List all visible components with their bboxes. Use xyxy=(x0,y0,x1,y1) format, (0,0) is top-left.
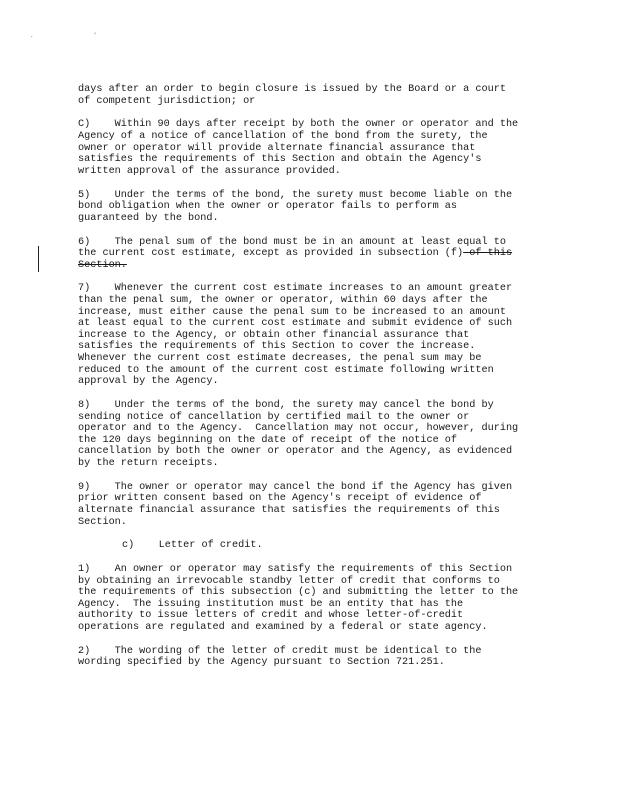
text-line: 2) The wording of the letter of credit must be identical to the xyxy=(78,645,482,657)
text-line: written approval of the assurance provided. xyxy=(78,165,341,177)
text-line: the current cost estimate, except as provided in subsection (f) of this xyxy=(78,248,513,260)
paragraph xyxy=(78,540,548,552)
text-line: cancellation by both the owner or operator and the Agency, as evidenced xyxy=(78,446,513,458)
paragraph xyxy=(78,237,548,272)
text-line: Agency. The issuing institution must be an entity that has the xyxy=(78,598,464,610)
struck-text: of this xyxy=(463,248,513,260)
paragraph xyxy=(78,84,548,107)
text-line: Whenever the current cost estimate decreases, the penal sum may be xyxy=(78,353,482,365)
text-line: satisfies the requirements of this Section to cover the increase. xyxy=(78,341,476,353)
text-line: increase, must either cause the penal sum to be increased to an amount xyxy=(78,306,506,318)
text-line: operations are regulated and examined by a federal or state agency. xyxy=(78,622,488,634)
text-line: authority to issue letters of credit and whose letter-of-credit xyxy=(78,610,464,622)
text-line: satisfies the requirements of this Section and obtain the Agency's xyxy=(78,154,482,166)
text-line: the requirements of this subsection (c) and submitting the letter to the xyxy=(78,587,519,599)
revision-margin-bar xyxy=(38,246,39,272)
text-line: the 120 days beginning on the date of receipt of the notice of xyxy=(78,434,458,446)
text-line: of competent jurisdiction; or xyxy=(78,95,256,107)
text-line: by the return receipts. xyxy=(78,457,219,469)
text-line: alternate financial assurance that satisfies the requirements of this xyxy=(78,504,500,516)
paragraph xyxy=(78,564,548,634)
text-line: prior written consent based on the Agency's receipt of evidence of xyxy=(78,493,482,505)
text-line: Section. xyxy=(78,516,127,528)
text-line: wording specified by the Agency pursuant to Section 721.251. xyxy=(78,657,445,669)
paragraph xyxy=(78,190,548,225)
text-line: c) Letter of credit. xyxy=(122,540,263,552)
text-line: 5) Under the terms of the bond, the surety must become liable on the xyxy=(78,189,513,201)
text-line: at least equal to the current cost estimate and submit evidence of such xyxy=(78,318,513,330)
text-line: owner or operator will provide alternate financial assurance that xyxy=(78,142,476,154)
paragraph xyxy=(78,283,548,387)
text-line: sending notice of cancellation by certified mail to the owner or xyxy=(78,411,470,423)
text-line: C) Within 90 days after receipt by both the owner or operator and the xyxy=(78,119,519,131)
text-line: than the penal sum, the owner or operator, within 60 days after the xyxy=(78,295,488,307)
document-body xyxy=(78,84,548,681)
text-line: days after an order to begin closure is issued by the Board or a court xyxy=(78,84,506,95)
text-line: 8) Under the terms of the bond, the surety may cancel the bond by xyxy=(78,400,494,411)
text-line: operator and to the Agency. Cancellation may not occur, however, during xyxy=(78,423,519,435)
text-line: Agency of a notice of cancellation of the bond from the surety, the xyxy=(78,130,488,142)
struck-text-line: Section. xyxy=(78,259,127,271)
text-line: approval by the Agency. xyxy=(78,376,219,388)
paragraph xyxy=(78,400,548,470)
text-line: increase to the Agency, or obtain other financial assurance that xyxy=(78,329,470,341)
text-line: 1) An owner or operator may satisfy the requirements of this Section xyxy=(78,564,513,576)
paragraph xyxy=(78,646,548,669)
text-line: by obtaining an irrevocable standby letter of credit that conforms to xyxy=(78,575,500,587)
text-line: 9) The owner or operator may cancel the bond if the Agency has given xyxy=(78,481,513,493)
paragraph xyxy=(78,482,548,528)
text-line: bond obligation when the owner or operator fails to perform as xyxy=(78,201,458,213)
scan-specks: . ' xyxy=(30,32,125,39)
paragraph xyxy=(78,119,548,177)
text-line: 6) The penal sum of the bond must be in an amount at least equal to xyxy=(78,236,506,248)
text-line: guaranteed by the bond. xyxy=(78,212,219,224)
text-line: reduced to the amount of the current cost estimate following written xyxy=(78,364,494,376)
text-line: 7) Whenever the current cost estimate increases to an amount greater xyxy=(78,283,513,295)
